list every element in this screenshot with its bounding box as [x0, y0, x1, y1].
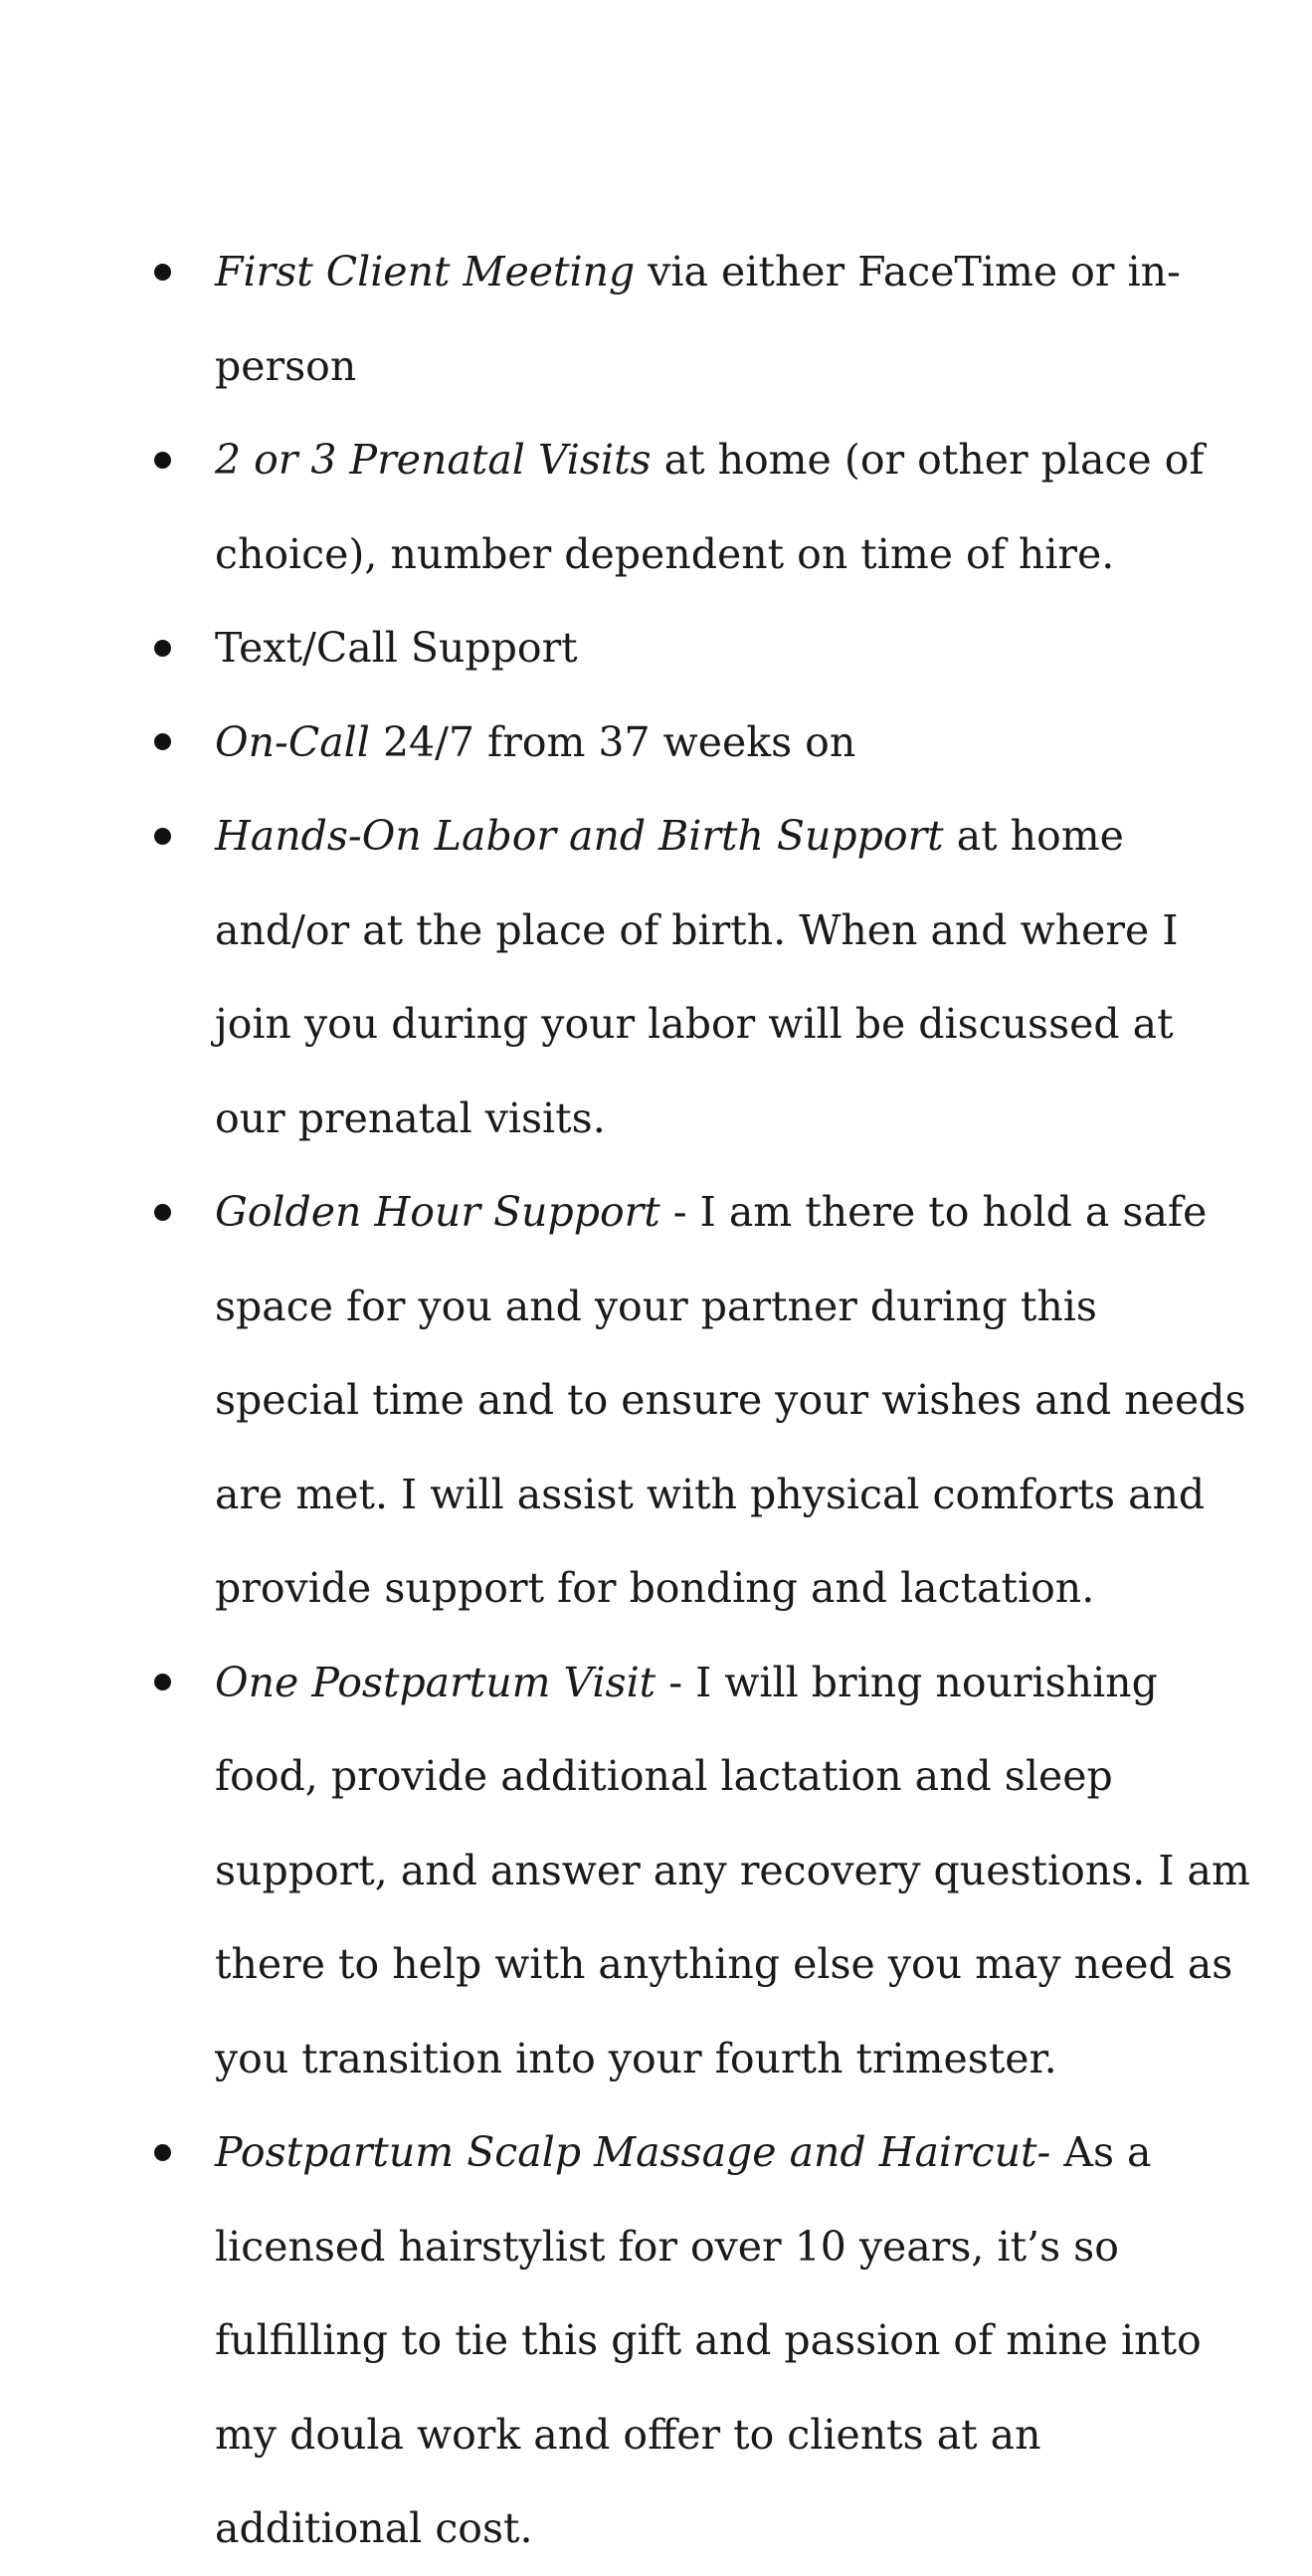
- list-item: [139, 225, 1253, 413]
- service-title: Postpartum Scalp Massage and Haircut-: [215, 2128, 1051, 2176]
- list-item: [139, 2105, 1253, 2576]
- bullet-icon: [149, 695, 175, 790]
- service-title: Hands-On Labor and Birth Support: [215, 812, 944, 860]
- bullet-icon: [149, 789, 175, 884]
- list-item: [139, 413, 1253, 601]
- list-item: [139, 695, 1253, 790]
- service-description: at home and/or at the place of birth. When and where I join you during your labor will be discussed at our prenatal visits.: [215, 812, 1179, 1142]
- services-list: [139, 225, 1253, 2576]
- bullet-icon: [149, 601, 175, 695]
- service-title: First Client Meeting: [215, 248, 636, 296]
- service-description: As a licensed hairstylist for over 10 years, it’s so fulfilling to tie this gift and passion of mine into my doula work and offer to clients at an additional cost.: [215, 2128, 1202, 2552]
- list-item: [139, 1165, 1253, 1636]
- bullet-icon: [149, 1636, 175, 1730]
- service-description: via either FaceTime or in-person: [215, 248, 1181, 390]
- service-title: 2 or 3 Prenatal Visits: [215, 436, 652, 484]
- bullet-icon: [149, 2105, 175, 2200]
- bullet-icon: [149, 413, 175, 507]
- list-item: [139, 601, 1253, 695]
- service-description: at home (or other place of choice), number dependent on time of hire.: [215, 436, 1205, 578]
- service-description: 24/7 from 37 weeks on: [369, 717, 856, 766]
- bullet-icon: [149, 1165, 175, 1260]
- list-item: [139, 1636, 1253, 2106]
- service-title: One Postpartum Visit: [215, 1658, 656, 1706]
- service-description: Text/Call Support: [215, 624, 578, 672]
- service-title: Golden Hour Support: [215, 1188, 660, 1236]
- service-description: - I will bring nourishing food, provide additional lactation and sleep support, and answer any recovery questions. I am there to help with anything else you may need as you transition into your fourth trimester.: [215, 1658, 1250, 2082]
- service-description: - I am there to hold a safe space for you and your partner during this special time and to ensure your wishes and needs are met. I will assist with physical comforts and provide support for bonding and lactation.: [215, 1188, 1246, 1612]
- bullet-icon: [149, 225, 175, 319]
- service-title: On-Call: [215, 717, 370, 766]
- list-item: [139, 789, 1253, 1165]
